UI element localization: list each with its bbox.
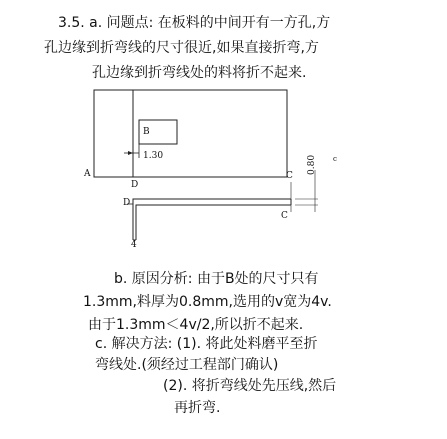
label-c-top: C [286, 171, 293, 181]
dim-130-arrow [128, 151, 133, 155]
analysis-line-2: 1.3mm,料厚为0.8mm,选用的v宽为4v. [83, 294, 332, 310]
analysis-line-3: 由于1.3mm＜4v/2,所以折不起来. [88, 317, 304, 333]
intro-line-1: 3.5. a. 问题点: 在板料的中间开有一方孔,方 [58, 15, 331, 31]
stray-mark: c [333, 155, 337, 163]
dim-130-label: 1.30 [143, 151, 164, 161]
plate-outline [94, 90, 287, 177]
label-d-top: D [131, 180, 139, 190]
label-c-bottom: C [281, 211, 288, 221]
label-d-bottom: D [123, 198, 131, 208]
label-4: 4 [131, 240, 137, 250]
solution-line-1: c. 解决方法: (1). 将此处料磨平至折 [95, 336, 318, 352]
solution-line-3: (2). 将折弯线处先压线,然后 [163, 378, 337, 394]
solution-line-4: 再折弯. [174, 400, 221, 416]
intro-line-3: 孔边缘到折弯线处的料将折不起来. [92, 65, 307, 81]
label-b: B [143, 127, 150, 137]
label-a: A [84, 169, 91, 179]
dim-080-label: 0.80 [307, 154, 317, 175]
analysis-line-1: b. 原因分析: 由于B处的尺寸只有 [114, 271, 319, 287]
side-profile-inner [136, 205, 291, 240]
solution-line-2: 弯线处.(须经过工程部门确认) [95, 357, 279, 373]
intro-line-2: 孔边缘到折弯线的尺寸很近,如果直接折弯,方 [44, 40, 319, 56]
